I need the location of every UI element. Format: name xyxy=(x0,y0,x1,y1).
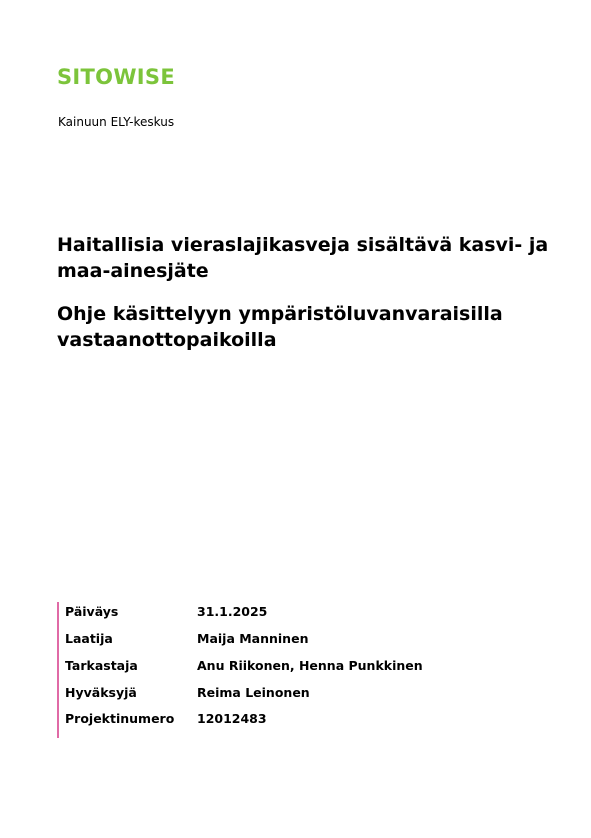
document-info-block xyxy=(57,602,479,738)
info-label-project-number: Projektinumero xyxy=(65,711,175,726)
info-value-reviewer: Anu Riikonen, Henna Punkkinen xyxy=(197,658,423,673)
info-value-date: 31.1.2025 xyxy=(197,604,268,619)
info-row-author xyxy=(65,629,475,649)
document-title: Haitallisia vieraslajikasveja sisältävä kasvi- ja maa-ainesjäte xyxy=(57,234,549,282)
info-label-approver: Hyväksyjä xyxy=(65,685,137,700)
document-subtitle: Ohje käsittelyyn ympäristöluvanvaraisilla vastaanottopaikoilla xyxy=(57,303,503,351)
info-label-reviewer: Tarkastaja xyxy=(65,658,138,673)
info-label-author: Laatija xyxy=(65,631,113,646)
info-row-approver xyxy=(65,683,475,703)
info-label-date: Päiväys xyxy=(65,604,119,619)
company-logo: SITOWISE xyxy=(57,65,175,89)
info-row-date xyxy=(65,602,475,622)
info-value-project-number: 12012483 xyxy=(197,711,267,726)
info-value-approver: Reima Leinonen xyxy=(197,685,310,700)
info-value-author: Maija Manninen xyxy=(197,631,309,646)
info-row-reviewer xyxy=(65,656,475,676)
info-row-project-number xyxy=(65,709,475,729)
client-name: Kainuun ELY-keskus xyxy=(58,115,175,129)
